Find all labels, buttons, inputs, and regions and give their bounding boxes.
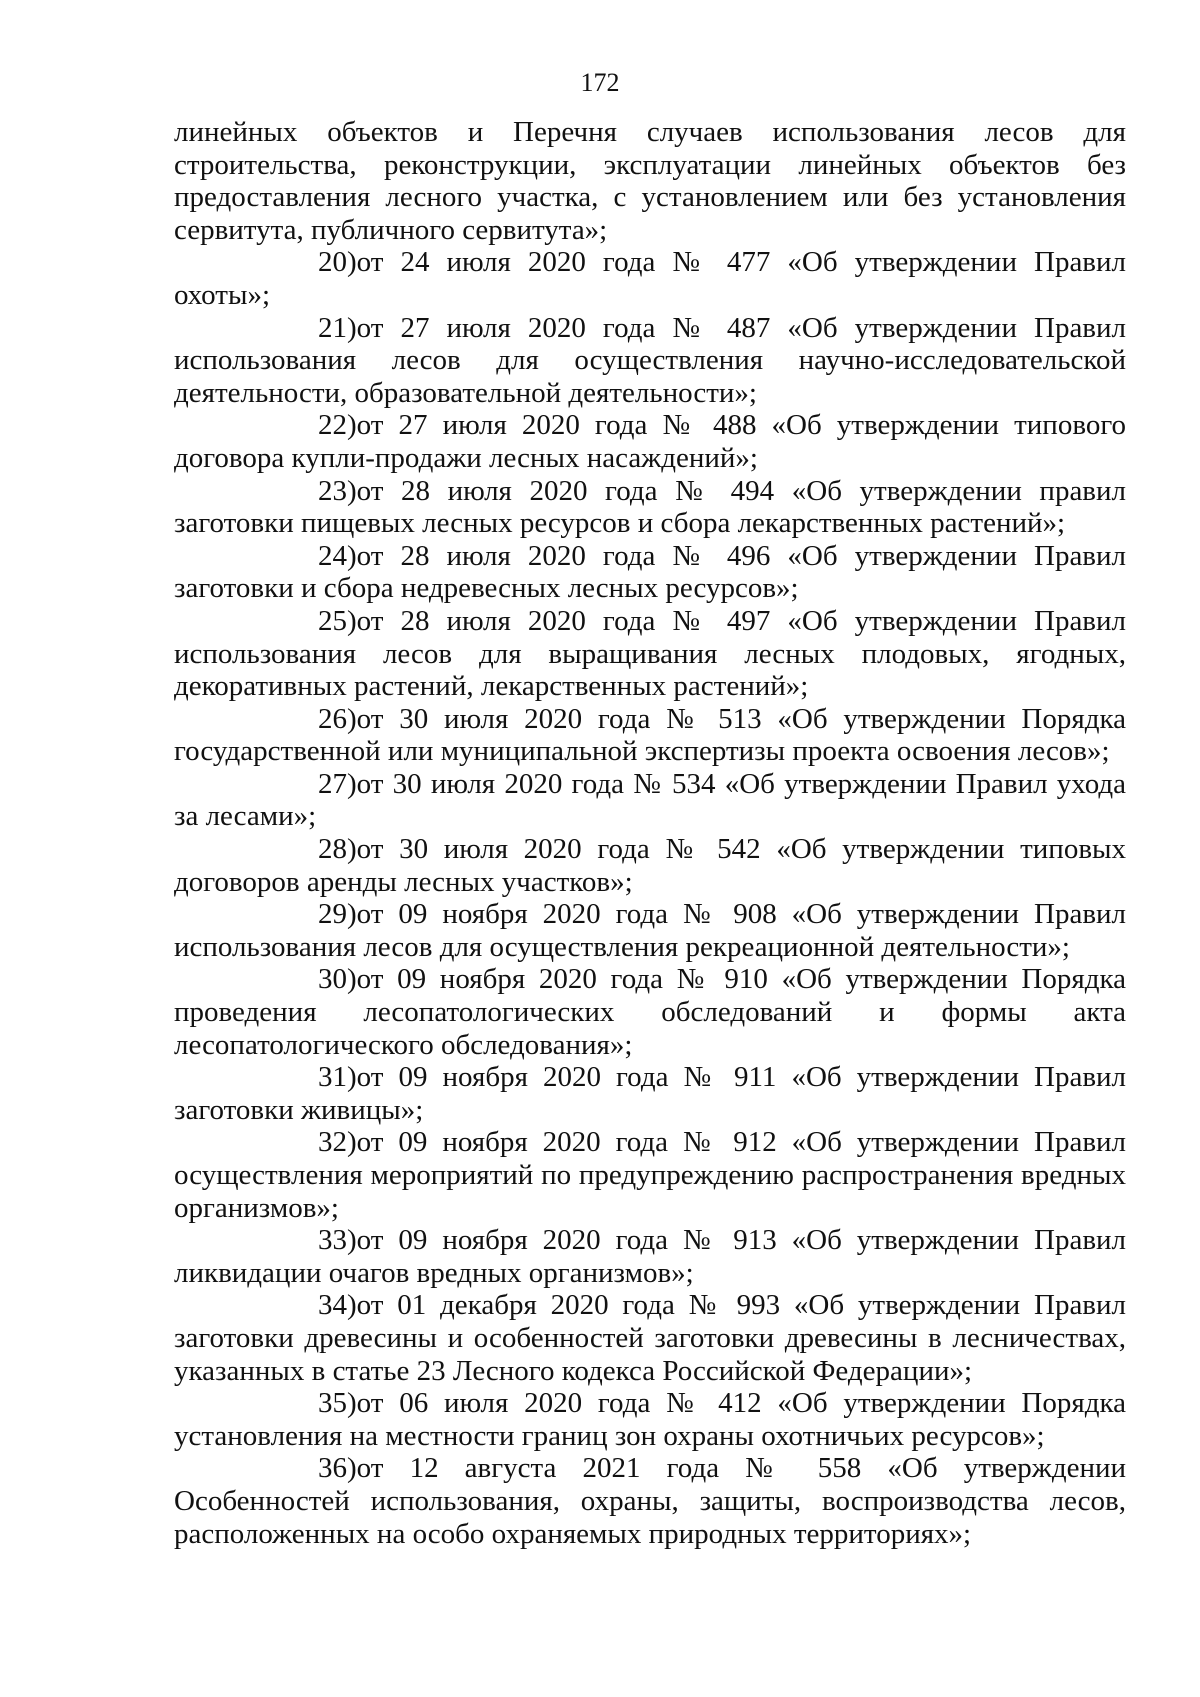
list-item xyxy=(174,246,1126,311)
item-text: от 24 июля 2020 года № 477 «Об утверждении Правил охоты»; xyxy=(174,246,1126,311)
item-number: 22) xyxy=(318,409,357,442)
list-item xyxy=(174,963,1126,1061)
item-number: 33) xyxy=(318,1224,357,1257)
list-item xyxy=(174,1387,1126,1452)
list-item xyxy=(174,898,1126,963)
item-text: от 28 июля 2020 года № 497 «Об утверждении Правил использования лесов для выращивания лесных плодовых, ягодных, декоративных растений, лекарственных растений»; xyxy=(174,604,1126,703)
item-number: 24) xyxy=(318,539,357,572)
list-item xyxy=(174,605,1126,703)
item-text: от 28 июля 2020 года № 496 «Об утверждении Правил заготовки и сбора недревесных лесных ресурсов»; xyxy=(174,539,1126,605)
item-number: 26) xyxy=(318,702,357,735)
list-item xyxy=(174,703,1126,768)
item-number: 32) xyxy=(318,1126,357,1159)
item-number: 30) xyxy=(318,963,357,996)
item-number: 31) xyxy=(318,1061,357,1094)
list-item xyxy=(174,1452,1126,1550)
item-text: от 09 ноября 2020 года № 913 «Об утверждении Правил ликвидации очагов вредных организмов»; xyxy=(174,1224,1126,1289)
list-item xyxy=(174,540,1126,605)
item-text: от 09 ноября 2020 года № 910 «Об утверждении Порядка проведения лесопатологических обследований и формы акта лесопатологического обследования»; xyxy=(174,963,1126,1061)
list-item xyxy=(174,833,1126,898)
item-number: 21) xyxy=(318,311,357,344)
item-text: от 09 ноября 2020 года № 908 «Об утверждении Правил использования лесов для осуществления рекреационной деятельности»; xyxy=(174,898,1126,963)
item-text: от 30 июля 2020 года № 513 «Об утверждении Порядка государственной или муниципальной экспертизы проекта освоения лесов»; xyxy=(174,702,1126,768)
item-text: от 06 июля 2020 года № 412 «Об утверждении Порядка установления на местности границ зон охраны охотничьих ресурсов»; xyxy=(174,1387,1126,1452)
item-number: 35) xyxy=(318,1387,357,1420)
document-body xyxy=(174,116,1126,1550)
intro-paragraph: линейных объектов и Перечня случаев использования лесов для строительства, реконструкции, эксплуатации линейных объектов без предоставления лесного участка, с установлением или без установления сервитута, публичного сервитута»; xyxy=(174,116,1126,246)
list-item xyxy=(174,768,1126,833)
item-number: 29) xyxy=(318,898,357,931)
list-item xyxy=(174,312,1126,410)
item-number: 23) xyxy=(318,474,357,507)
item-text: от 09 ноября 2020 года № 912 «Об утверждении Правил осуществления мероприятий по предупреждению распространения вредных организмов»; xyxy=(174,1126,1126,1224)
item-number: 34) xyxy=(318,1289,357,1322)
list-item xyxy=(174,1289,1126,1387)
item-number: 27) xyxy=(318,767,357,800)
item-text: от 27 июля 2020 года № 488 «Об утверждении типового договора купли-продажи лесных насаждений»; xyxy=(174,409,1126,474)
item-number: 20) xyxy=(318,246,357,279)
item-number: 28) xyxy=(318,833,357,866)
list-item xyxy=(174,1126,1126,1224)
item-text: от 27 июля 2020 года № 487 «Об утверждении Правил использования лесов для осуществления научно-исследовательской деятельности, образовательной деятельности»; xyxy=(174,311,1126,409)
list-item xyxy=(174,1224,1126,1289)
list-item xyxy=(174,1061,1126,1126)
item-text: от 30 июля 2020 года № 534 «Об утверждении Правил ухода за лесами»; xyxy=(174,767,1126,833)
item-text: от 12 августа 2021 года № 558 «Об утверждении Особенностей использования, охраны, защиты, воспроизводства лесов, расположенных на особо охраняемых природных территориях»; xyxy=(174,1452,1126,1550)
item-text: от 01 декабря 2020 года № 993 «Об утверждении Правил заготовки древесины и особенностей заготовки древесины в лесничествах, указанных в статье 23 Лесного кодекса Российской Федерации»; xyxy=(174,1289,1126,1387)
item-text: от 28 июля 2020 года № 494 «Об утверждении правил заготовки пищевых лесных ресурсов и сбора лекарственных растений»; xyxy=(174,474,1126,540)
list-item xyxy=(174,475,1126,540)
list-item xyxy=(174,409,1126,474)
item-text: от 09 ноября 2020 года № 911 «Об утверждении Правил заготовки живицы»; xyxy=(174,1061,1126,1126)
item-number: 25) xyxy=(318,604,357,637)
item-text: от 30 июля 2020 года № 542 «Об утверждении типовых договоров аренды лесных участков»; xyxy=(174,833,1126,898)
page-number: 172 xyxy=(580,68,620,97)
item-number: 36) xyxy=(318,1452,357,1485)
